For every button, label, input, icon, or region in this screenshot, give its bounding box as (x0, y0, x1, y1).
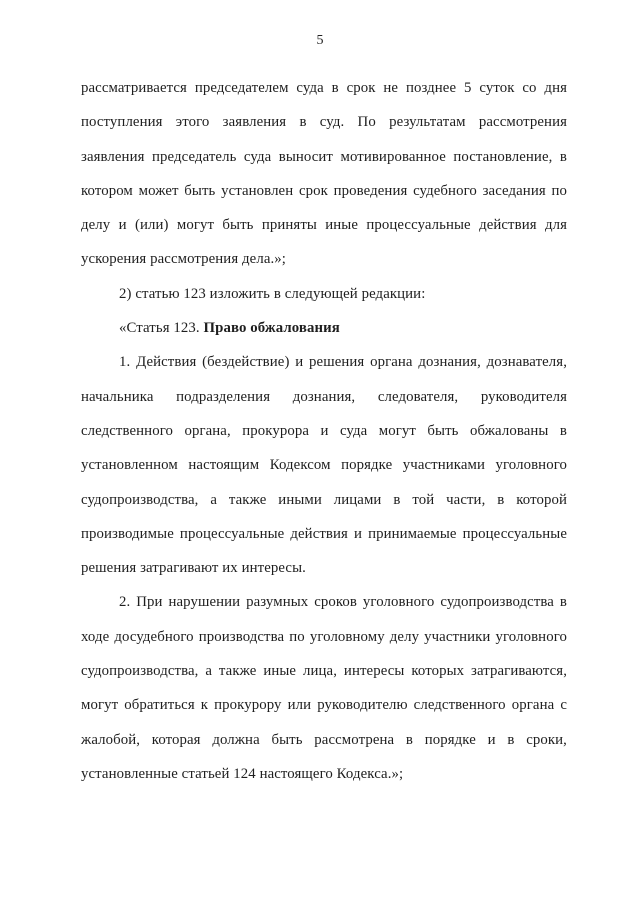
text-line: следственного органа, прокурора и суда могут быть обжалованы в (81, 422, 567, 439)
text-line: котором может быть установлен срок проведения судебного заседания по (81, 182, 567, 199)
text-line: делу и (или) могут быть приняты иные процессуальные действия для (81, 217, 567, 234)
document-body (81, 71, 567, 791)
text-line: судопроизводства, а также иные лица, интересы которых затрагиваются, (81, 663, 567, 680)
text-line: начальника подразделения дознания, следователя, руководителя (81, 388, 567, 405)
text-line: производимые процессуальные действия и принимаемые процессуальные (81, 525, 567, 542)
page-number: 5 (316, 33, 324, 48)
text-line: 2. При нарушении разумных сроков уголовного судопроизводства в (119, 594, 567, 611)
text-line: поступления этого заявления в суд. По результатам рассмотрения (81, 114, 567, 131)
article-number: «Статья 123. (119, 320, 204, 337)
article-title: Право обжалования (203, 320, 340, 337)
text-line: рассматривается председателем суда в срок не позднее 5 суток со дня (81, 80, 567, 96)
text-line: жалобой, которая должна быть рассмотрена в порядке и в сроки, (81, 731, 567, 748)
text-line: ходе досудебного производства по уголовному делу участники уголовного (81, 628, 567, 645)
text-line: могут обратиться к прокурору или руководителю следственного органа с (81, 697, 567, 714)
text-line: заявления председатель суда выносит мотивированное постановление, в (81, 148, 567, 165)
text-line: 2) статью 123 изложить в следующей редакции: (119, 285, 426, 302)
text-line: ускорения рассмотрения дела.»; (81, 251, 286, 268)
text-line: судопроизводства, а также иными лицами в той части, в которой (81, 491, 567, 508)
text-line: установленные статьей 124 настоящего Кодекса.»; (81, 765, 404, 782)
text-line: установленном настоящим Кодексом порядке участниками уголовного (81, 457, 567, 474)
article-heading-line (81, 311, 567, 345)
text-line: решения затрагивают их интересы. (81, 560, 306, 577)
text-line: 1. Действия (бездействие) и решения органа дознания, дознавателя, (119, 354, 567, 371)
